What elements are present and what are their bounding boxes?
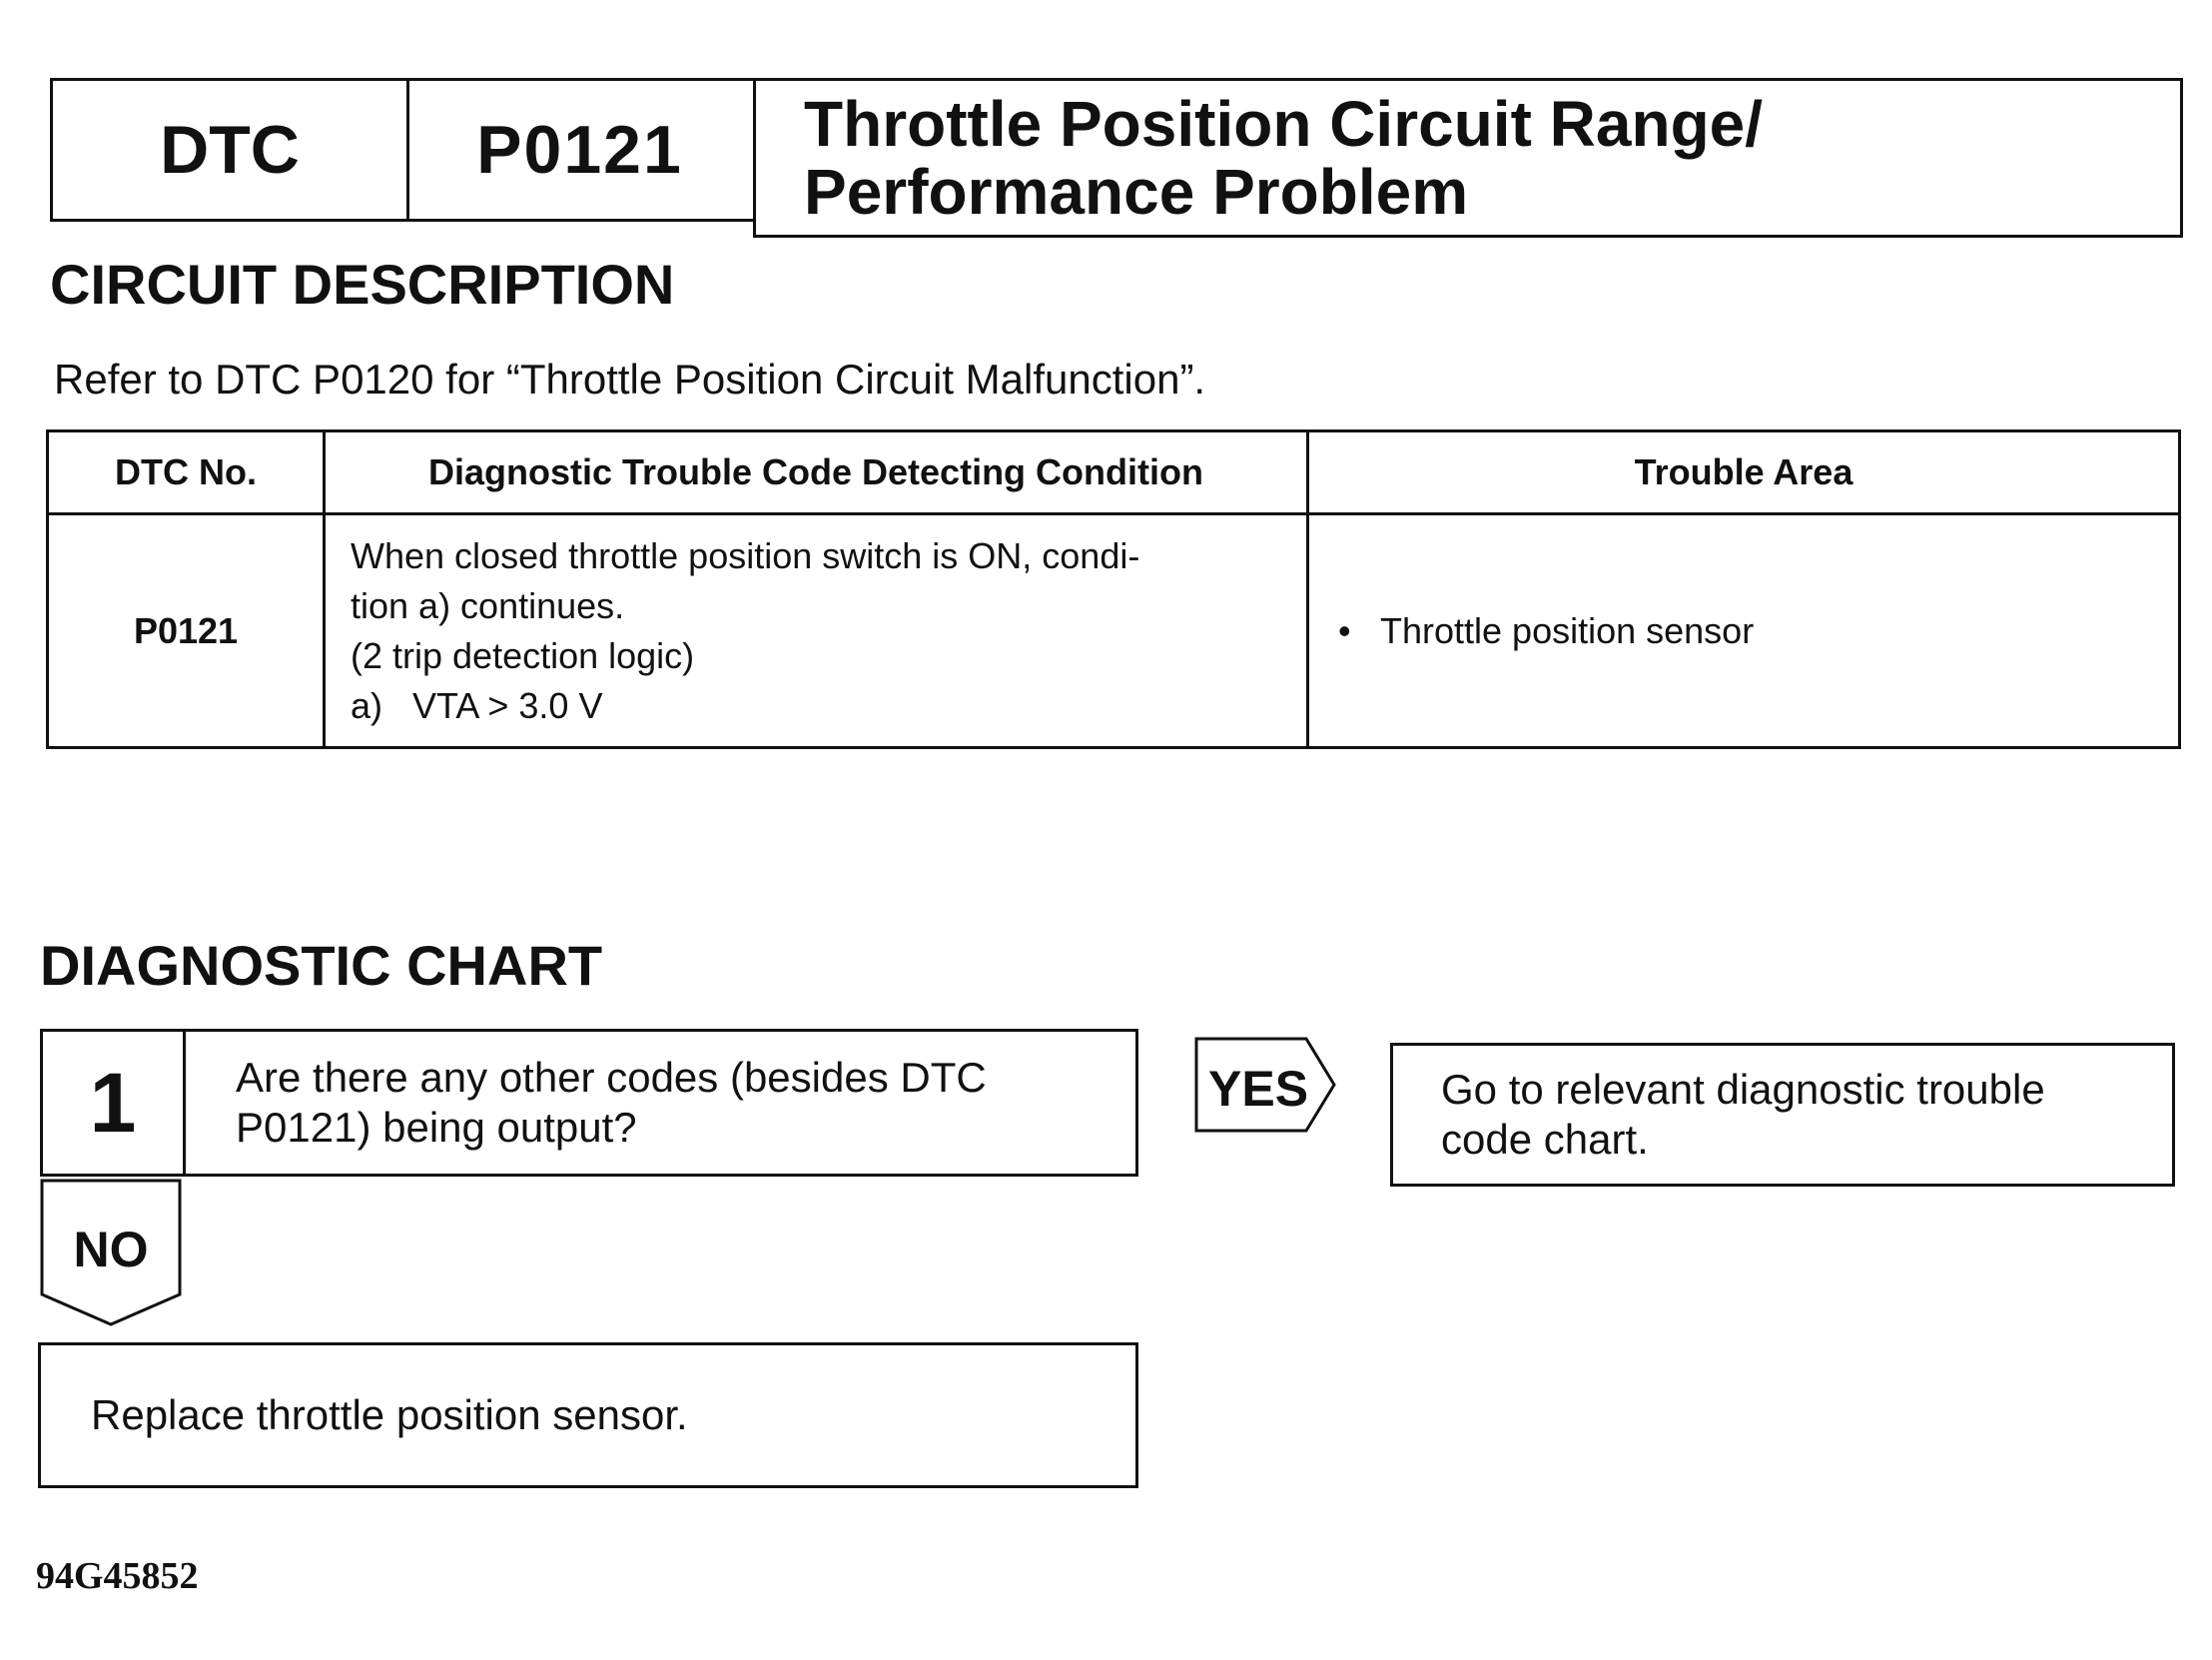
step-question [186,1032,987,1174]
trouble-area-text: Throttle position sensor [1380,609,1755,651]
no-result-box: Replace throttle position sensor. [38,1342,1138,1488]
yes-label: YES [1208,1061,1309,1117]
yes-result-line-2: code chart. [1441,1116,1649,1163]
condition-line: (2 trip detection logic) [351,634,695,676]
step-number: 1 [43,1032,186,1174]
no-label: NO [73,1222,149,1277]
figure-id: 94G45852 [36,1555,199,1597]
table-header-row [48,431,2180,514]
header-title [753,78,2183,238]
diagnostic-chart-heading: DIAGNOSTIC CHART [40,934,603,997]
header-dtc-code: P0121 [406,78,756,222]
table-header-condition: Diagnostic Trouble Code Detecting Condition [325,431,1308,514]
step-question-line-2: P0121) being output? [236,1104,637,1151]
header-title-line-1: Throttle Position Circuit Range/ [804,88,1764,160]
yes-result-line-1: Go to relevant diagnostic trouble [1441,1066,2045,1113]
table-header-trouble-area: Trouble Area [1308,431,2180,514]
table-cell-dtc-code: P0121 [48,514,325,748]
circuit-description-text: Refer to DTC P0120 for “Throttle Position Circuit Malfunction”. [54,356,1206,403]
dtc-table [46,429,2181,749]
header-title-line-2: Performance Problem [804,156,1469,228]
table-cell-condition [325,514,1308,748]
table-header-dtc-no: DTC No. [48,431,325,514]
table-row [48,514,2180,748]
condition-line: When closed throttle position switch is ON, condi- [351,534,1140,576]
step-question-line-1: Are there any other codes (besides DTC [236,1054,987,1101]
condition-line: tion a) continues. [351,584,625,626]
circuit-description-heading: CIRCUIT DESCRIPTION [50,253,675,316]
bullet-icon: • [1338,609,1351,651]
yes-result-box [1390,1043,2175,1187]
header-dtc-label: DTC [50,78,409,222]
step-1-box [40,1029,1138,1177]
table-cell-trouble-area [1308,514,2180,748]
condition-line: a) VTA > 3.0 V [351,684,603,726]
